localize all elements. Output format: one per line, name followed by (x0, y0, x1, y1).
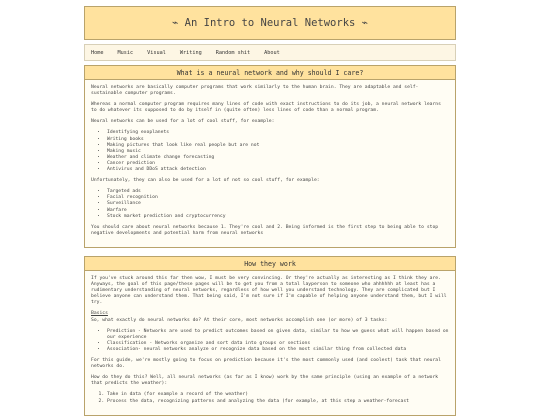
list-item: • Identifying exoplanets (107, 130, 449, 136)
list-item: • Making music (107, 149, 449, 155)
paragraph: Neural networks are basically computer programs that work similarly to the human brain. They are adaptable and self-sustainable computer programs. (91, 85, 419, 97)
paragraph: You should care about neural networks because 1. They're cool and 2. Being informed is the first step to being able to stop negative developments and potential harm from neural networks (91, 224, 439, 236)
steps-list (91, 392, 449, 404)
nav-item-random[interactable]: Random shit (215, 49, 251, 56)
paragraph: Whereas a normal computer program requires many lines of code with exact instructions to do its job, a neural network learns to do whatever its supposed to do by itself in (quite often) less lines of code than a normal program. (91, 102, 441, 114)
page-title: ⌁ An Intro to Neural Networks ⌁ (172, 17, 368, 29)
bad-uses-list (91, 189, 449, 219)
paragraph: Neural networks can be used for a lot of cool stuff, for example: (91, 119, 275, 125)
intro-section (84, 65, 456, 248)
basics-heading: Basics (91, 311, 108, 317)
list-item: • Classification - Networks organize and sort data into groups or sections (107, 341, 449, 347)
list-item: • Targeted ads (107, 189, 449, 195)
section-body (85, 80, 455, 246)
cool-uses-list (91, 130, 449, 173)
section-body (85, 271, 455, 414)
how-they-work-section (84, 256, 456, 416)
nav-bar (84, 44, 456, 61)
nav-item-home[interactable]: Home (91, 49, 104, 56)
list-item: • Surveillance (107, 201, 449, 207)
section-title: How they work (85, 257, 455, 271)
tasks-list (91, 329, 449, 353)
paragraph: Unfortunately, they can also be used for a lot of not so cool stuff, for example: (91, 178, 320, 184)
list-item: • Prediction - Networks are used to predict outcomes based on given data, similar to how we guess what will happen based on our experience (107, 329, 449, 341)
list-item: • Writing books (107, 137, 449, 143)
list-item: • Cancer prediction (107, 161, 449, 167)
list-item: 1. Take in data (for example a record of the weather) (107, 392, 449, 398)
page-header (84, 6, 456, 40)
list-item: • Association- neural networks analyze or recognize data based on the most similar thing from collected data (107, 347, 449, 353)
paragraph: For this guide, we're mostly going to focus on prediction because it's the most commonly used (and coolest) task that neural networks do. (91, 358, 441, 370)
paragraph: So, what exactly do neural networks do? At their core, most networks accomplish one (or more) of 3 tasks: (91, 317, 388, 323)
paragraph: How do they do this? Well, all neural networks (as far as I know) work by the same principle (using an example of a network that predicts the weather): (91, 375, 439, 387)
nav-item-visual[interactable]: Visual (147, 49, 166, 56)
nav-item-writing[interactable]: Writing (179, 49, 202, 56)
section-title: What is a neural network and why should I care? (85, 66, 455, 80)
list-item: • Stock market prediction and cryptocurrency (107, 214, 449, 220)
nav-item-about[interactable]: About (264, 49, 280, 56)
list-item: • Weather and climate change forecasting (107, 155, 449, 161)
paragraph: If you've stuck around this far then wow, I must be very convincing. Or they're actually as interesting as I think they are. Anyways, the goal of this page/these pages will be to get you from a total layperson to someone who ahhhhhh at least has a rudimentary understanding of neural networks, regardless of how well you understand technology. They are complicated but I believe anyone can understand them. That being said, I'm not sure if I'm capable of helping anyone understand them, but I will try. (91, 276, 447, 306)
list-item: • Facial recognition (107, 195, 449, 201)
list-item: • Warfare (107, 208, 449, 214)
list-item: • Antivirus and DDoS attack detection (107, 167, 449, 173)
list-item: • Making pictures that look like real people but are not (107, 143, 449, 149)
nav-item-music[interactable]: Music (117, 49, 134, 56)
list-item: 2. Process the data, recognizing patterns and analyzing the data (for example, at this step a weather-forecast (107, 399, 449, 405)
